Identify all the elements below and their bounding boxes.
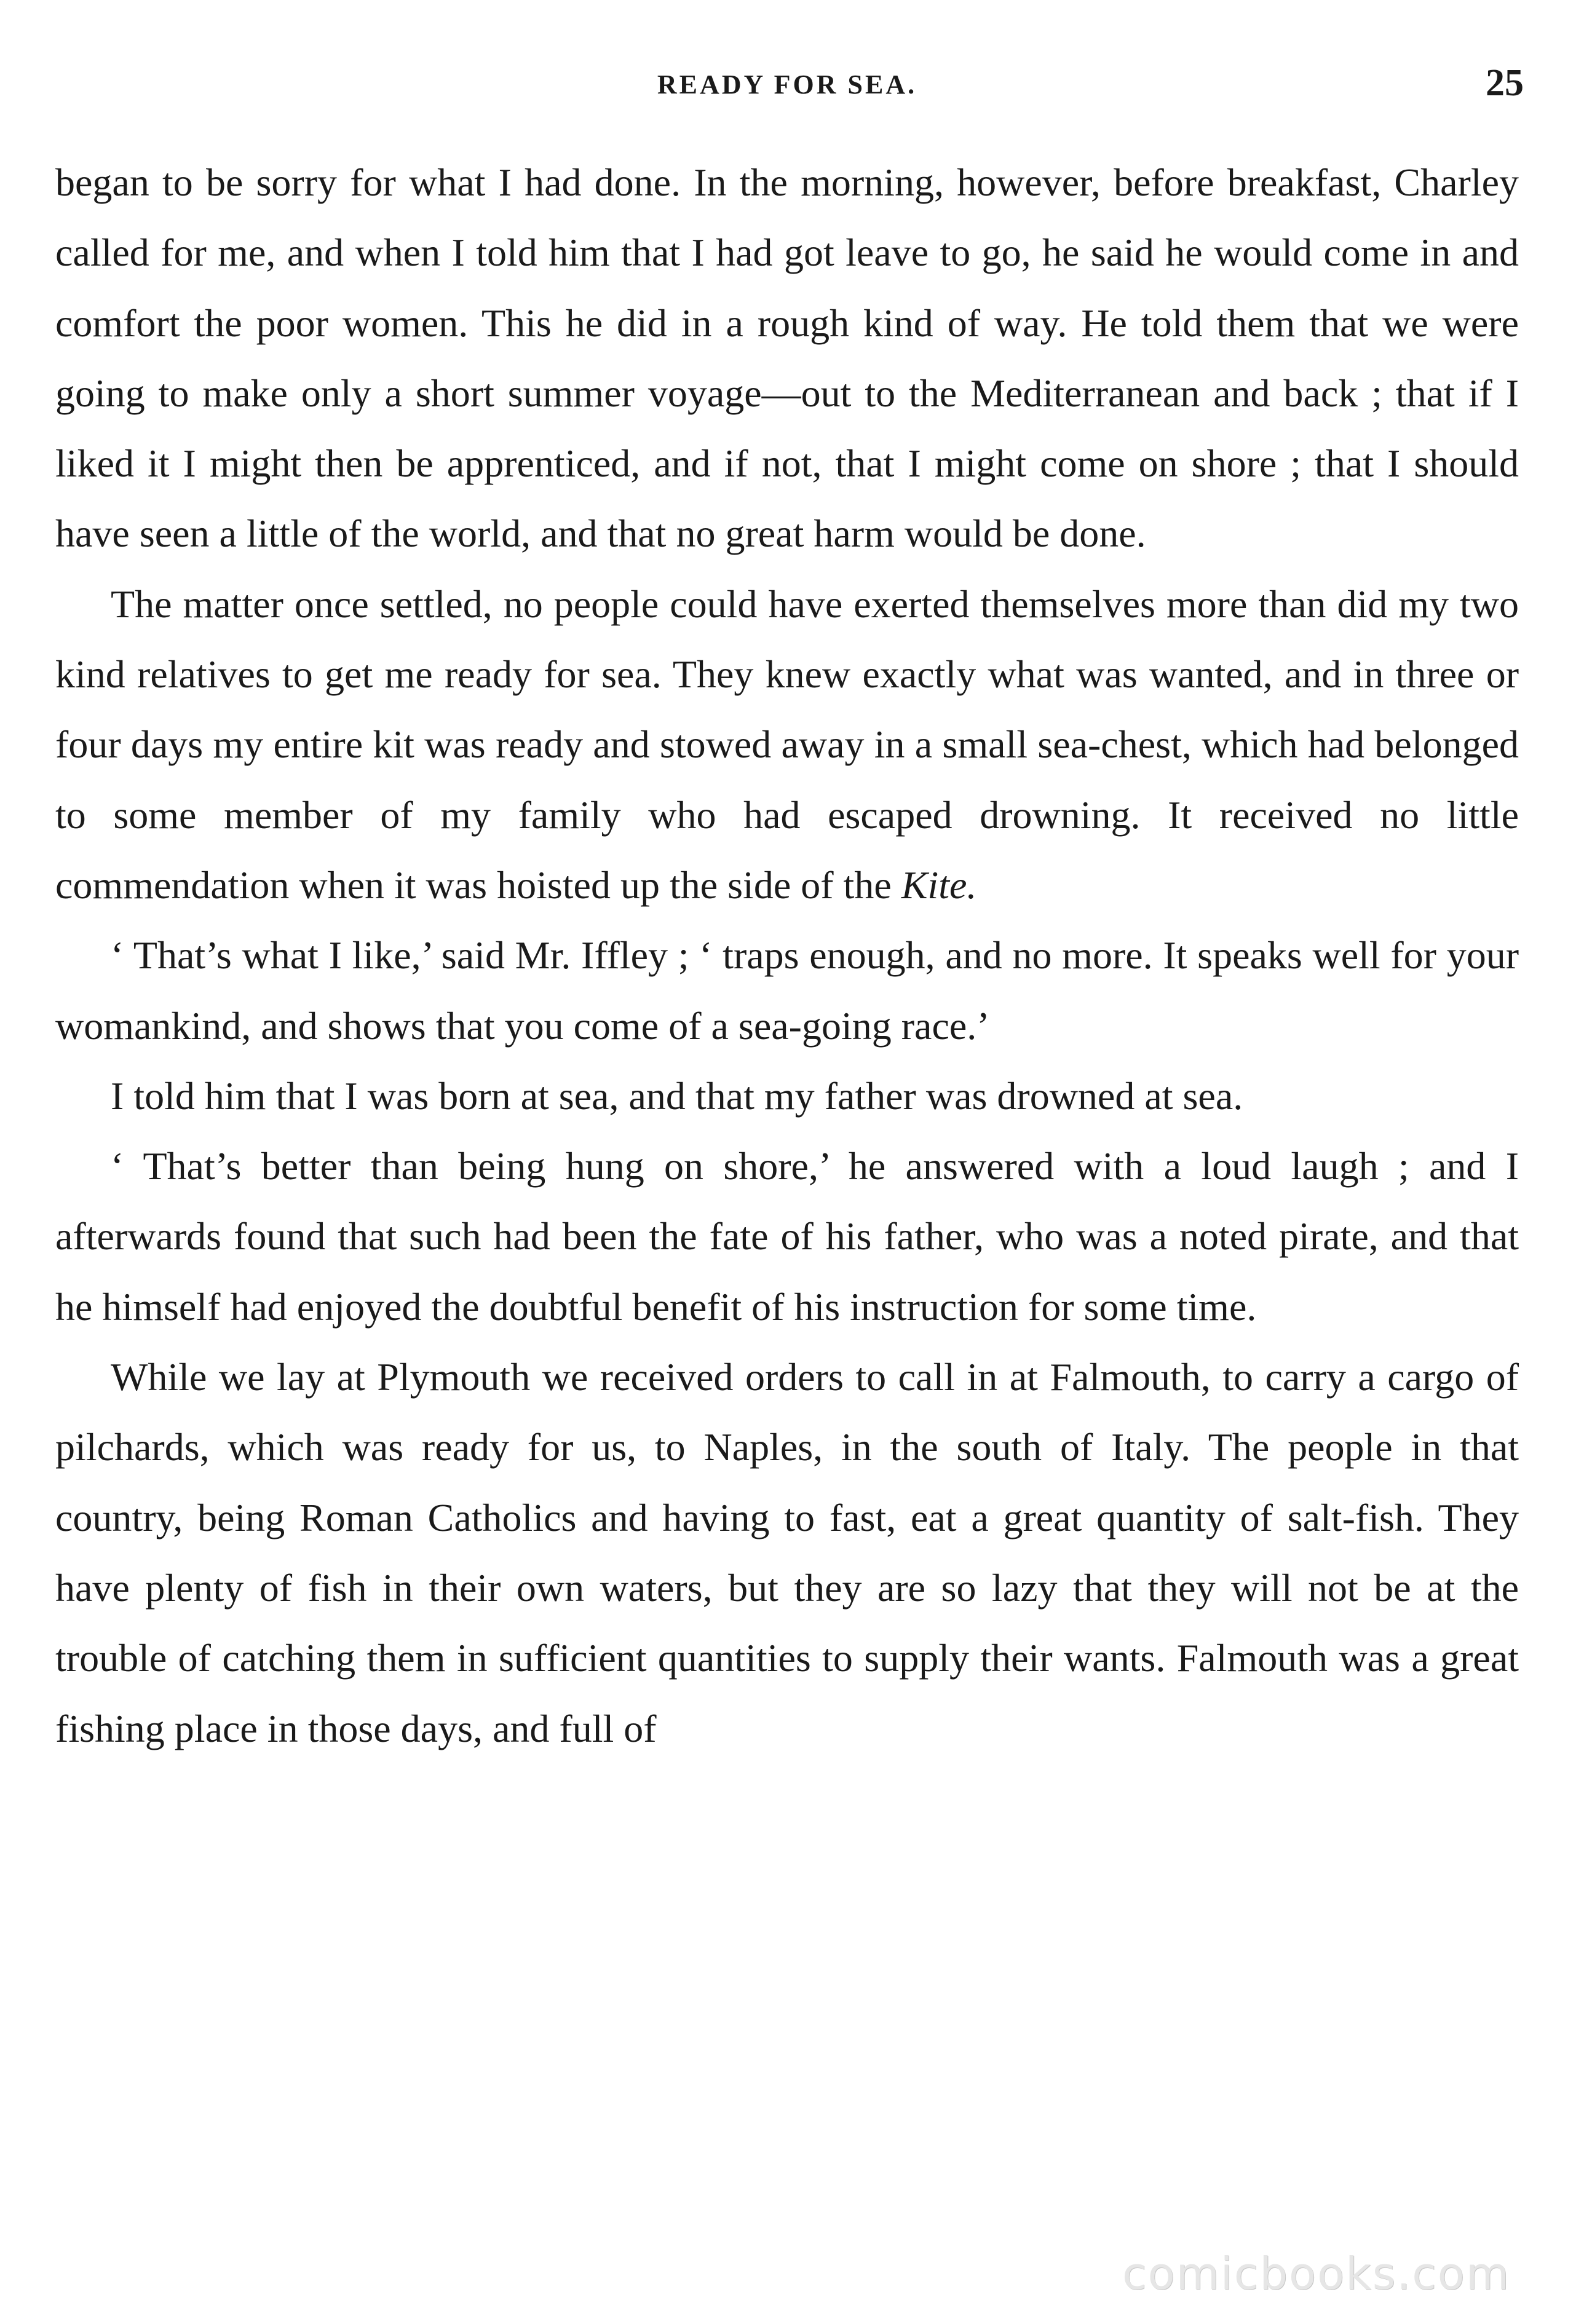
watermark: comicbooks.com <box>1122 2248 1510 2299</box>
paragraph-5: ‘ That’s better than being hung on shore,’ he answered with a loud laugh ; and I afterwards found that such had been the fate of his father, who was a noted pirate, and that he himself had enjoyed the doubtful benefit of his instruction for some time. <box>55 1144 1519 1329</box>
paragraph-4: I told him that I was born at sea, and that my father was drowned at sea. <box>111 1073 1243 1118</box>
paragraph-2-text: The matter once settled, no people could have exerted themselves more than did my two kind relatives to get me ready for sea. They knew exactly what was wanted, and in three or four days my entire kit was ready and stowed away in a small sea-chest, which had belonged to some member of my family who had escaped drowning. It received no little commendation when it was hoisted up the side of the <box>55 582 1519 907</box>
ship-name: Kite. <box>901 863 977 907</box>
paragraph-1: began to be sorry for what I had done. In the morning, however, before breakfast, Charley called for me, and when I told him that I had got leave to go, he said he would come in and comfort the poor women. This he did in a rough kind of way. He told them that we were going to make only a short summer voyage—out to the Mediterranean and back ; that if I liked it I might then be apprenticed, and if not, that I might come on shore ; that I should have seen a little of the world, and that no great harm would be done. <box>55 160 1519 556</box>
page-number: 25 <box>1486 62 1524 104</box>
body-text <box>55 148 1519 1764</box>
paragraph-6: While we lay at Plymouth we received orders to call in at Falmouth, to carry a cargo of pilchards, which was ready for us, to Naples, in the south of Italy. The people in that country, being Roman Catholics and having to fast, eat a great quantity of salt-fish. They have plenty of fish in their own waters, but they are so lazy that they will not be at the trouble of catching them in sufficient quantities to supply their wants. Falmouth was a great fishing place in those days, and full of <box>55 1355 1519 1750</box>
paragraph-2 <box>55 569 1519 920</box>
paragraph-3: ‘ That’s what I like,’ said Mr. Iffley ; ‘ traps enough, and no more. It speaks well for your womankind, and shows that you come of a sea-going race.’ <box>55 933 1519 1048</box>
running-title: READY FOR SEA. <box>657 69 917 100</box>
